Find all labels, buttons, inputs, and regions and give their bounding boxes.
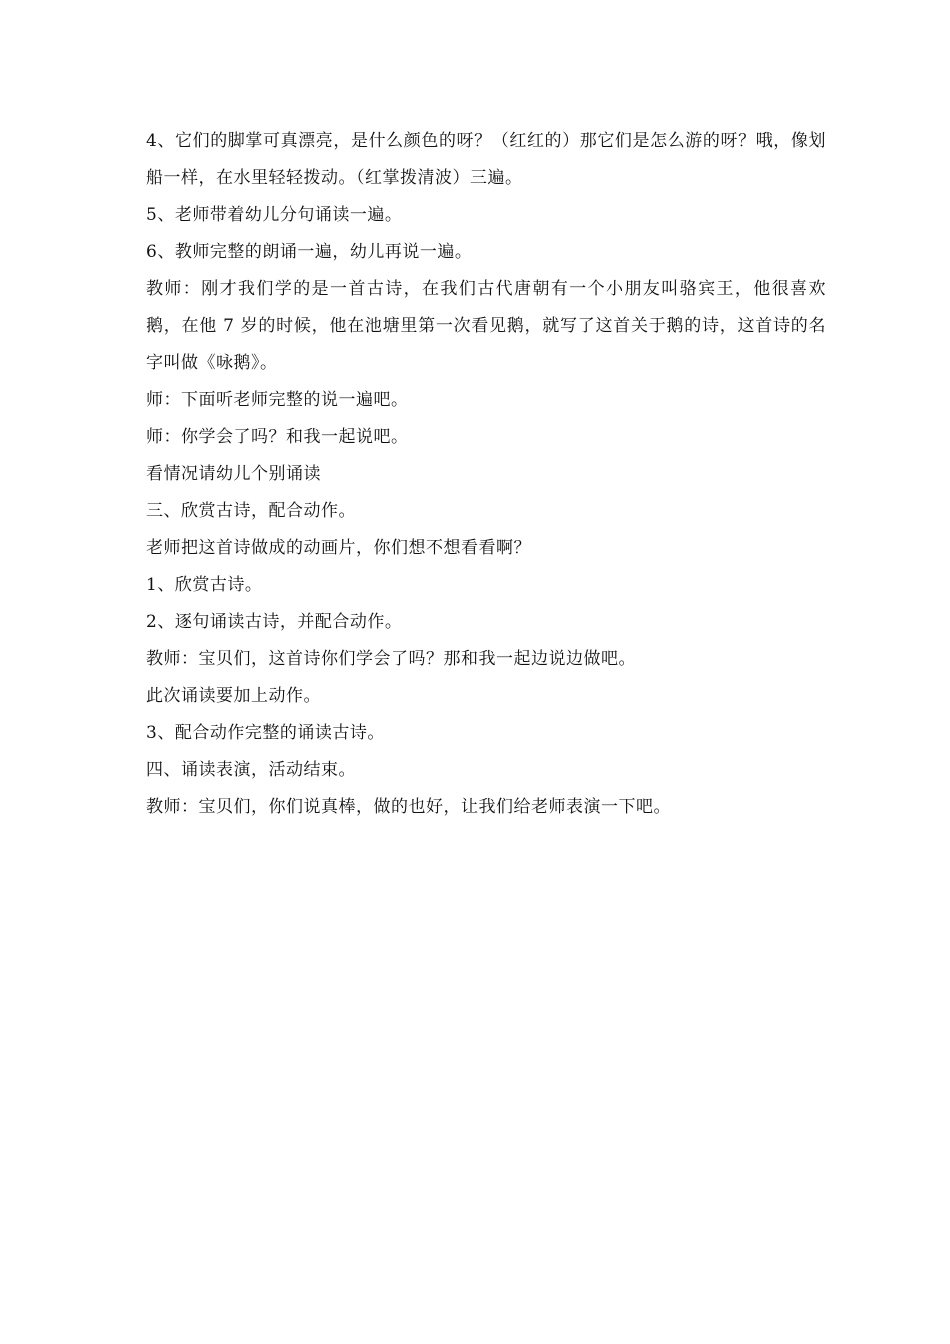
paragraph-step-4: 4、它们的脚掌可真漂亮，是什么颜色的呀？（红红的）那它们是怎么游的呀？哦，像划船一样，在水里轻轻拨动。（红掌拨清波）三遍。	[146, 131, 826, 188]
section-heading-4: 四、诵读表演，活动结束。	[146, 760, 356, 780]
paragraph-teacher-listen: 师：下面听老师完整的说一遍吧。	[146, 390, 409, 410]
paragraph-step-6: 6、教师完整的朗诵一遍，幼儿再说一遍。	[146, 242, 473, 262]
paragraph-item-3: 3、配合动作完整的诵读古诗。	[146, 723, 385, 743]
paragraph-teacher-intro: 教师：刚才我们学的是一首古诗，在我们古代唐朝有一个小朋友叫骆宾王，他很喜欢鹅，在他 7 岁的时候，他在池塘里第一次看见鹅，就写了这首关于鹅的诗，这首诗的名字叫做《咏鹅》。	[146, 279, 826, 373]
paragraph-teacher-closing: 教师：宝贝们，你们说真棒，做的也好，让我们给老师表演一下吧。	[146, 797, 671, 817]
paragraph-actions-note: 此次诵读要加上动作。	[146, 686, 321, 706]
paragraph-animation: 老师把这首诗做成的动画片，你们想不想看看啊？	[146, 538, 531, 558]
document-body	[146, 123, 826, 826]
paragraph-individual-reading: 看情况请幼儿个别诵读	[146, 464, 321, 484]
paragraph-item-2: 2、逐句诵读古诗，并配合动作。	[146, 612, 403, 632]
paragraph-item-1: 1、欣赏古诗。	[146, 575, 263, 595]
paragraph-teacher-actions: 教师：宝贝们，这首诗你们学会了吗？那和我一起边说边做吧。	[146, 649, 636, 669]
paragraph-teacher-together: 师：你学会了吗？和我一起说吧。	[146, 427, 409, 447]
paragraph-step-5: 5、老师带着幼儿分句诵读一遍。	[146, 205, 403, 225]
section-heading-3: 三、欣赏古诗，配合动作。	[146, 501, 356, 521]
